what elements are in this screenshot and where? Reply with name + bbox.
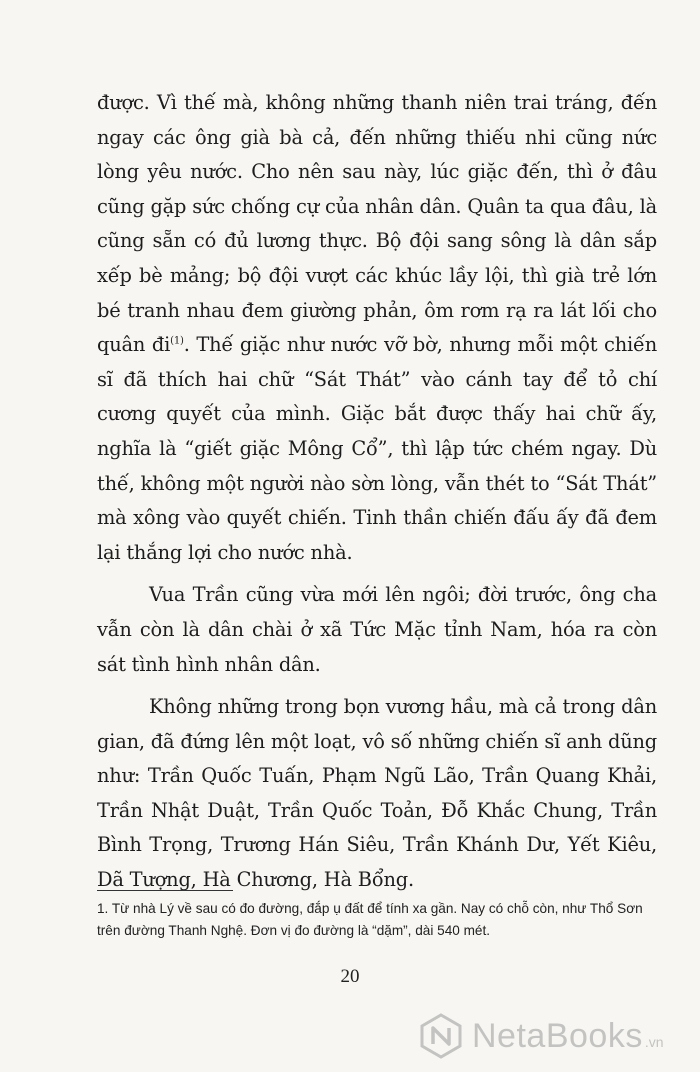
paragraph-2: Vua Trần cũng vừa mới lên ngôi; đời trước, ông cha vẫn còn là dân chài ở xã Tức Mặc tỉnh Nam, hóa ra còn sát tình hình nhân dân. — [97, 583, 657, 676]
page-number: 20 — [340, 966, 360, 987]
paragraph-1 — [97, 86, 657, 570]
watermark — [418, 1008, 698, 1064]
netabooks-logo-icon — [418, 1013, 464, 1059]
paragraph-1-text: được. Vì thế mà, không những thanh niên trai tráng, đến ngay các ông già bà cả, đến những thiếu nhi cũng nức lòng yêu nước. Cho nên sau này, lúc giặc đến, thì ở đâu cũng gặp sức chống cự của nhân dân. Quân ta qua đâu, là cũng sẵn có đủ lương thực. Bộ đội sang sông là dân sắp xếp bè mảng; bộ đội vượt các khúc lầy lội, thì già trẻ lớn bé tranh nhau đem giường phản, ôm rơm rạ ra lát lối cho quân đi — [97, 91, 657, 357]
footnote-divider — [97, 890, 233, 891]
watermark-suffix: .vn — [644, 1034, 664, 1050]
body-text — [97, 86, 657, 898]
paragraph-3: Không những trong bọn vương hầu, mà cả trong dân gian, đã đứng lên một loạt, vô số những chiến sĩ anh dũng như: Trần Quốc Tuấn, Phạm Ngũ Lão, Trần Quang Khải, Trần Nhật Duật, Trần Quốc Toản, Đỗ Khắc Chung, Trần Bình Trọng, Trương Hán Siêu, Trần Khánh Dư, Yết Kiêu, Dã Tượng, Hà Chương, Hà Bổng. — [97, 695, 657, 892]
footnote: 1. Từ nhà Lý về sau có đo đường, đắp ụ đất để tính xa gần. Nay có chỗ còn, như Thổ Sơn trên đường Thanh Nghệ. Đơn vị đo đường là “dặm”, dài 540 mét. — [97, 901, 643, 938]
watermark-brand: NetaBooks — [472, 1016, 643, 1055]
footnote-reference[interactable]: (1) — [170, 335, 184, 347]
paragraph-1-text-continued: . Thế giặc như nước vỡ bờ, nhưng mỗi một chiến sĩ đã thích hai chữ “Sát Thát” vào cánh tay để tỏ chí cương quyết của mình. Giặc bắt được thấy hai chữ ấy, nghĩa là “giết giặc Mông Cổ”, thì lập tức chém ngay. Dù thế, không một người nào sờn lòng, vẫn thét to “Sát Thát” mà xông vào quyết chiến. Tinh thần chiến đấu ấy đã đem lại thắng lợi cho nước nhà. — [97, 333, 658, 564]
